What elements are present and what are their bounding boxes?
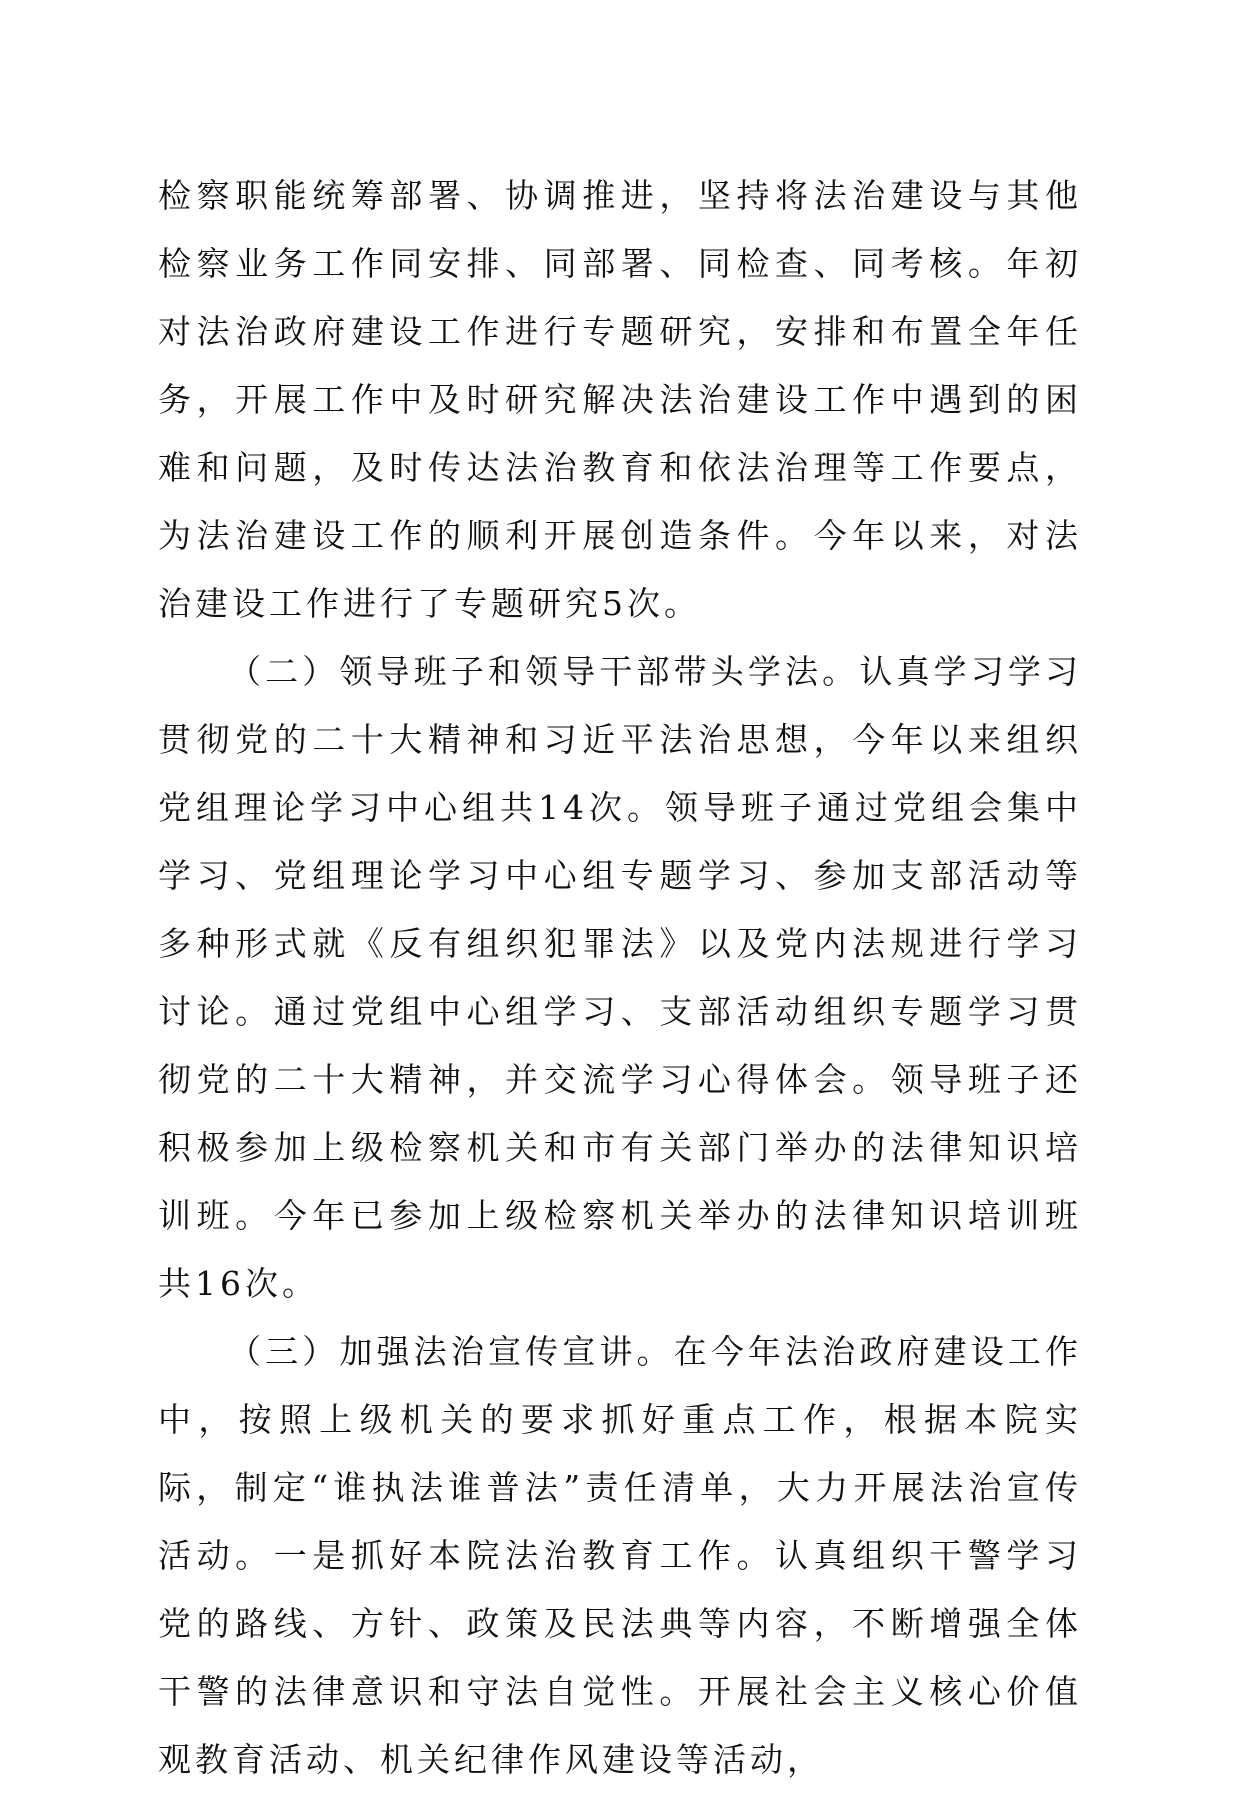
paragraph-continuation: 检察职能统筹部署、协调推进，坚持将法治建设与其他检察业务工作同安排、同部署、同检查、同考核。年初对法治政府建设工作进行专题研究，安排和布置全年任务，开展工作中及时研究解决法治建设工作中遇到的困难和问题，及时传达法治教育和依法治理等工作要点，为法治建设工作的顺利开展创造条件。今年以来，对法治建设工作进行了专题研究5次。 <box>158 176 1082 623</box>
paragraph-section-2: （二）领导班子和领导干部带头学法。认真学习学习贯彻党的二十大精神和习近平法治思想，今年以来组织党组理论学习中心组共14次。领导班子通过党组会集中学习、党组理论学习中心组专题学习、参加支部活动等多种形式就《反有组织犯罪法》以及党内法规进行学习讨论。通过党组中心组学习、支部活动组织专题学习贯彻党的二十大精神，并交流学习心得体会。领导班子还积极参加上级检察机关和市有关部门举办的法律知识培训班。今年已参加上级检察机关举办的法律知识培训班共16次。 <box>158 652 1082 1303</box>
paragraph-section-3: （三）加强法治宣传宣讲。在今年法治政府建设工作中，按照上级机关的要求抓好重点工作，根据本院实际，制定“谁执法谁普法”责任清单，大力开展法治宣传活动。一是抓好本院法治教育工作。认真组织干警学习党的路线、方针、政策及民法典等内容，不断增强全体干警的法律意识和守法自觉性。开展社会主义核心价值观教育活动、机关纪律作风建设等活动， <box>158 1332 1082 1779</box>
body-text <box>158 162 1082 1794</box>
